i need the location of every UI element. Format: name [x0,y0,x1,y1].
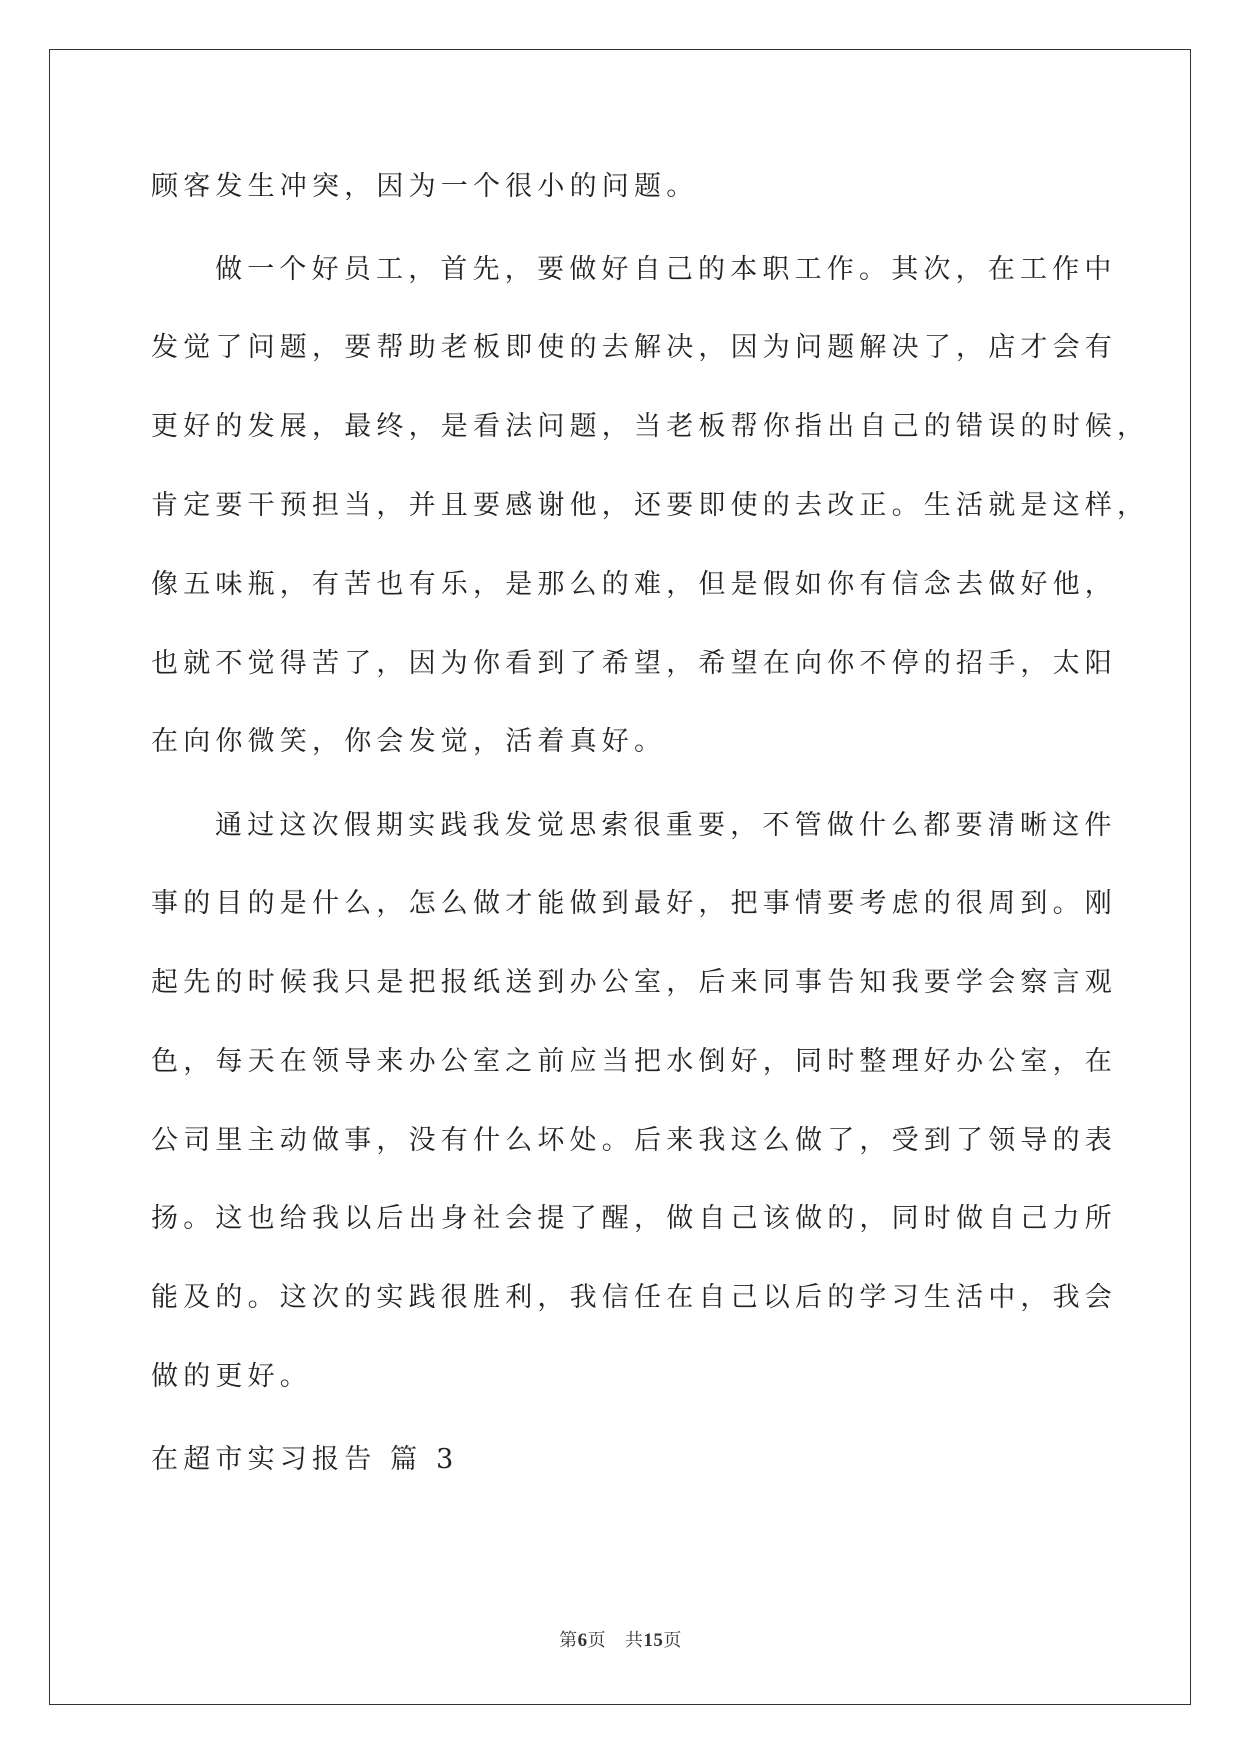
text-line: 做的更好。 [151,1361,312,1392]
text-line: 扬。这也给我以后出身社会提了醒，做自己该做的，同时做自己力所 [151,1203,1117,1234]
total-suffix: 页 [663,1630,682,1651]
text-line: 更好的发展，最终，是看法问题，当老板帮你指出自己的错误的时候， [151,411,1150,442]
page-footer [0,1628,1241,1654]
text-line: 肯定要干预担当，并且要感谢他，还要即使的去改正。生活就是这样， [151,490,1150,521]
text-line: 能及的。这次的实践很胜利，我信任在自己以后的学习生活中，我会 [151,1282,1117,1313]
text-line: 也就不觉得苦了，因为你看到了希望，希望在向你不停的招手，太阳 [151,648,1117,679]
page-suffix: 页 [587,1630,607,1651]
text-line: 顾客发生冲突，因为一个很小的问题。 [151,171,699,202]
text-line: 起先的时候我只是把报纸送到办公室，后来同事告知我要学会察言观 [151,967,1117,998]
text-line: 公司里主动做事，没有什么坏处。后来我这么做了，受到了领导的表 [151,1125,1117,1156]
total-prefix: 共 [624,1630,644,1651]
total-pages: 15 [643,1630,664,1651]
paragraph-first-line: 做一个好员工，首先，要做好自己的本职工作。其次，在工作中 [215,254,1117,285]
page-prefix: 第 [559,1630,578,1651]
text-line: 在向你微笑，你会发觉，活着真好。 [151,726,667,757]
page-number: 6 [577,1630,588,1651]
paragraph-first-line: 通过这次假期实践我发觉思索很重要，不管做什么都要清晰这件 [215,810,1117,841]
text-line: 色，每天在领导来办公室之前应当把水倒好，同时整理好办公室，在 [151,1046,1117,1077]
text-line: 发觉了问题，要帮助老板即使的去解决，因为问题解决了，店才会有 [151,332,1117,363]
text-line: 事的目的是什么，怎么做才能做到最好，把事情要考虑的很周到。刚 [151,888,1117,919]
section-heading: 在超市实习报告 篇 3 [151,1444,459,1475]
text-line: 像五味瓶，有苦也有乐，是那么的难，但是假如你有信念去做好他， [151,569,1117,600]
